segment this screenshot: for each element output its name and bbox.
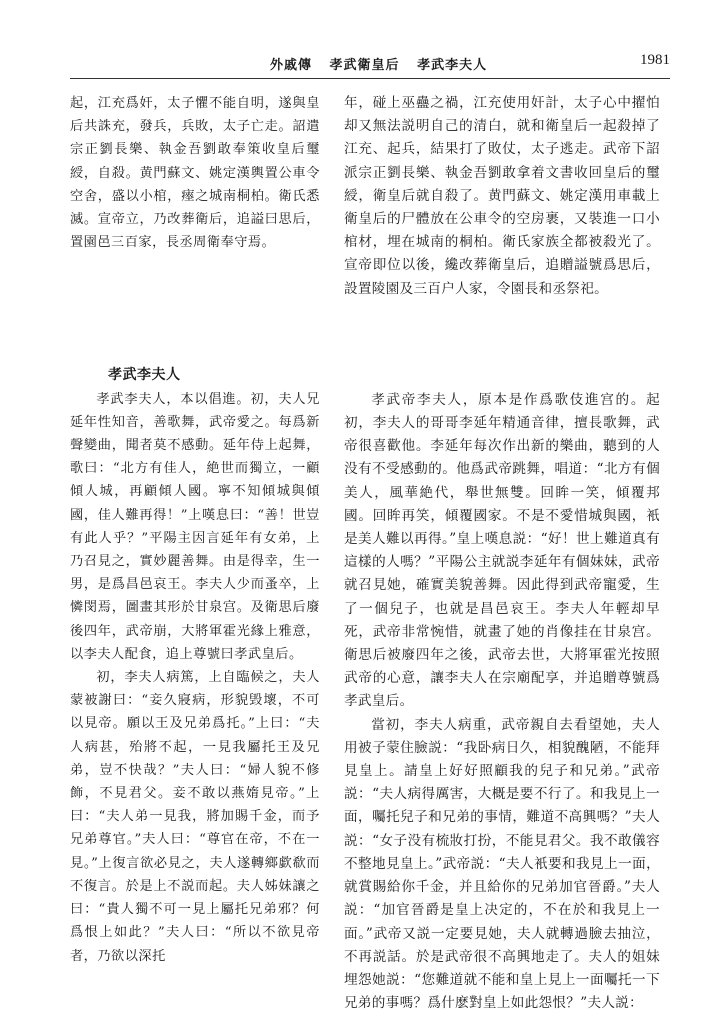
page-header xyxy=(70,52,670,74)
translation-paragraph-1: 孝武帝李夫人，原本是作爲歌伎進宫的。起初，李夫人的哥哥李延年精通音律，擅長歌舞，武帝很喜歡他。李延年每次作出新的樂曲，聽到的人没有不受感動的。他爲武帝跳舞，唱道：“北方有個美人，風華絶代，舉世無雙。回眸一笑，傾覆邦國。回眸再笑，傾覆國家。不是不愛惜城與國，衹是美人難以再得。”皇上嘆息説：“好！世上難道真有這樣的人嗎？”平陽公主就説李延年有個妹妹，武帝就召見她，確實美貌善舞。因此得到武帝寵愛，生了一個兒子，也就是昌邑哀王。李夫人年輕却早死，武帝非常惋惜，就畫了她的肖像挂在甘泉宫。衛思后被廢四年之後，武帝去世，大將軍霍光按照武帝的心意，讓李夫人在宗廟配享，并追贈尊號爲孝武皇后。 xyxy=(344,391,660,710)
classical-paragraph-2: 初，李夫人病篤，上自臨候之，夫人蒙被謝曰：“妾久寢病，形貌毁壞，不可以見帝。願以王及兄弟爲托。”上曰：“夫人病甚，殆將不起，一見我屬托王及兄弟，豈不快哉？”夫人曰：“婦人貌不修飾，不見君父。妾不敢以燕媠見帝。”上曰：“夫人弟一見我，將加賜千金，而予兄弟尊官。”夫人曰：“尊官在帝，不在一見。”上復言欲必見之，夫人遂轉鄉歔欷而不復言。於是上不説而起。夫人姊妹讓之曰：“貴人獨不可一見上屬托兄弟邪？何爲恨上如此？”夫人曰：“所以不欲見帝者，乃欲以深托 xyxy=(70,670,320,964)
page-number: 1981 xyxy=(640,52,670,68)
section-title: 孝武李夫人 xyxy=(108,367,181,384)
header-rule xyxy=(70,78,670,79)
chapter-title: 孝武衛皇后 xyxy=(329,58,400,73)
classical-text-column xyxy=(70,92,320,968)
section-gap-right xyxy=(344,301,660,389)
section-title-header: 孝武李夫人 xyxy=(417,58,488,73)
classical-paragraph-1: 孝武李夫人，本以倡進。初，夫人兄延年性知音，善歌舞，武帝愛之。每爲新聲變曲，聞者莫不感動。延年侍上起舞，歌曰：“北方有佳人，絶世而獨立，一顧傾人城，再顧傾人國。寧不知傾城與傾國，佳人難再得！”上嘆息曰：“善！世豈有此人乎？”平陽主因言延年有女弟，上乃召見之，實妙麗善舞。由是得幸，生一男，是爲昌邑哀王。李夫人少而蚤卒，上憐閔焉，圖畫其形於甘泉宫。及衛思后廢後四年，武帝崩，大將軍霍光緣上雅意，以李夫人配食，追上尊號曰孝武皇后。 xyxy=(70,391,320,662)
book-title: 外戚傳 xyxy=(270,58,313,73)
running-head xyxy=(270,54,499,73)
translation-column xyxy=(344,92,660,1015)
section-gap xyxy=(70,254,320,364)
translation-intro-paragraph: 年，碰上巫蠱之禍，江充使用奸計，太子心中擢怕却又無法説明自己的清白，就和衛皇后一起殺掉了江充、起兵，結果打了敗仗，太子逃走。武帝下詔派宗正劉長樂、執金吾劉敢拿着文書收回皇后的璽綬，衛皇后就自殺了。黄門蘇文、姚定漢用車載上衛皇后的尸體放在公車令的空房裹，又裝進一口小棺材，埋在城南的桐柏。衛氏家族全都被殺光了。宣帝即位以後，纔改葬衛皇后，追贈謚號爲思后，設置陵園及三百户人家，令園長和丞祭祀。 xyxy=(344,95,660,297)
classical-intro-paragraph: 起，江充爲奸，太子懼不能自明，遂與皇后共誅充，發兵，兵敗，太子亡走。詔遣宗正劉長樂、執金吾劉敢奉策收皇后璽綬，自殺。黄門蘇文、姚定漢輿置公車令空舍，盛以小棺，瘞之城南桐柏。衛氏悉滅。宣帝立，乃改葬衛后，追謚曰思后，置園邑三百家，長丞周衛奉守焉。 xyxy=(70,96,320,251)
translation-paragraph-2: 當初，李夫人病重，武帝親自去看望她，夫人用被子蒙住臉説：“我卧病日久，相貌醜陋，不能拜見皇上。請皇上好好照顧我的兒子和兄弟。”武帝説：“夫人病得厲害，大概是要不行了。和我見上一面，囑托兒子和兄弟的事情，難道不高興嗎？”夫人説：“女子没有梳妝打扮，不能見君父。我不敢儀容不整地見皇上。”武帝説：“夫人衹要和我見上一面，就賞賜給你千金，并且給你的兄弟加官晉爵。”夫人説：“加官晉爵是皇上决定的，不在於和我見上一面。”武帝又説一定要見她，夫人就轉過臉去抽泣，不再説話。於是武帝很不高興地走了。夫人的姐妹埋怨她説：“您難道就不能和皇上見上一面囑托一下兄弟的事嗎？爲什麽對皇上如此怨恨？”夫人説： xyxy=(344,716,660,1012)
